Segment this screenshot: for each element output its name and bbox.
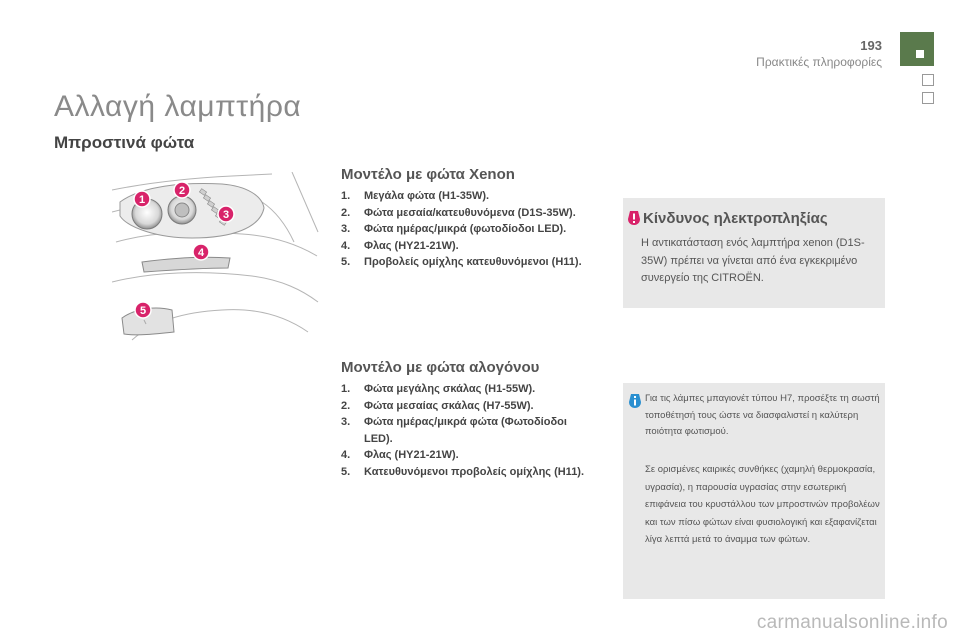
page-title: Αλλαγή λαμπτήρα (54, 90, 302, 123)
callout-5 (135, 302, 151, 318)
info-icon (628, 393, 642, 409)
svg-text:1: 1 (138, 194, 146, 206)
low-beam-bulb (175, 203, 189, 217)
list-item: 2. Φώτα μεσαία/κατευθυνόμενα (D1S-35W). (341, 206, 576, 219)
callout-2 (174, 182, 190, 198)
svg-text:3: 3 (222, 209, 230, 221)
list-item: 2. Φώτα μεσαίας σκάλας (H7-55W). (341, 399, 534, 412)
indicator-lamp (142, 257, 230, 272)
svg-text:4: 4 (197, 247, 205, 259)
headlamp-illustration (112, 172, 320, 342)
halogen-heading: Μοντέλο με φώτα αλογόνου (341, 359, 540, 376)
warning-box (623, 198, 885, 308)
info-paragraph-1: Για τις λάμπες μπαγιονέτ τύπου H7, προσέξτε τη σωστή τοποθέτησή τους ώστε να διασφαλιστεί η καλύτερη ποιότητα φωτισμού. (645, 393, 880, 437)
callout-3 (218, 206, 234, 222)
svg-text:2: 2 (178, 185, 186, 197)
list-item: 5. Κατευθυνόμενοι προβολείς ομίχλης (H11). (341, 465, 585, 478)
list-item: 5. Προβολείς ομίχλης κατευθυνόμενοι (H11). (341, 256, 582, 268)
info-paragraph-2: Σε ορισμένες καιρικές συνθήκες (χαμηλή θερμοκρασία, υγρασία), η παρουσία υγρασίας στην εσωτερική επιφάνεια του κρυστάλλου των μπροστινών προβολέων και των πίσω φώτων είναι φυσιολογική και εξαφανίζεται λίγα λεπτά μετά το άναμμα των φώτων. (645, 464, 880, 545)
watermark: carmanualsonline.info (756, 612, 948, 633)
halogen-bulb-list (341, 381, 596, 480)
chapter-tab (900, 32, 934, 66)
svg-text:5: 5 (139, 305, 147, 317)
callout-1 (134, 191, 150, 207)
chapter-tab-box (922, 74, 934, 86)
list-item: 1. Φώτα μεγάλης σκάλας (H1-55W). (341, 383, 536, 395)
warning-text: Η αντικατάσταση ενός λαμπτήρα xenon (D1S-35W) πρέπει να γίνεται από ένα εγκεκριμένο συνεργείο της CITROËN. (641, 237, 865, 284)
chapter-tab-box (922, 92, 934, 104)
list-item: 4. Φλας (HY21-21W). (341, 449, 459, 461)
list-item: 3. Φώτα ημέρας/μικρά φώτα (Φωτοδίοδοι LED). (341, 416, 567, 445)
page-number: 193 (860, 38, 882, 53)
list-item: 1. Μεγάλα φώτα (H1-35W). (341, 190, 490, 202)
xenon-heading: Μοντέλο με φώτα Xenon (341, 166, 515, 183)
page-subtitle: Μπροστινά φώτα (54, 133, 195, 152)
info-box (623, 383, 885, 599)
list-item: 3. Φώτα ημέρας/μικρά (φωτοδίοδοι LED). (341, 223, 567, 235)
warning-title: Κίνδυνος ηλεκτροπληξίας (643, 210, 828, 227)
xenon-bulb-list (341, 188, 591, 271)
section-header: Πρακτικές πληροφορίες (756, 55, 882, 69)
list-item: 4. Φλας (HY21-21W). (341, 239, 459, 252)
chapter-tab-marker (916, 50, 924, 58)
warning-icon (627, 210, 641, 226)
callout-4 (193, 244, 209, 260)
